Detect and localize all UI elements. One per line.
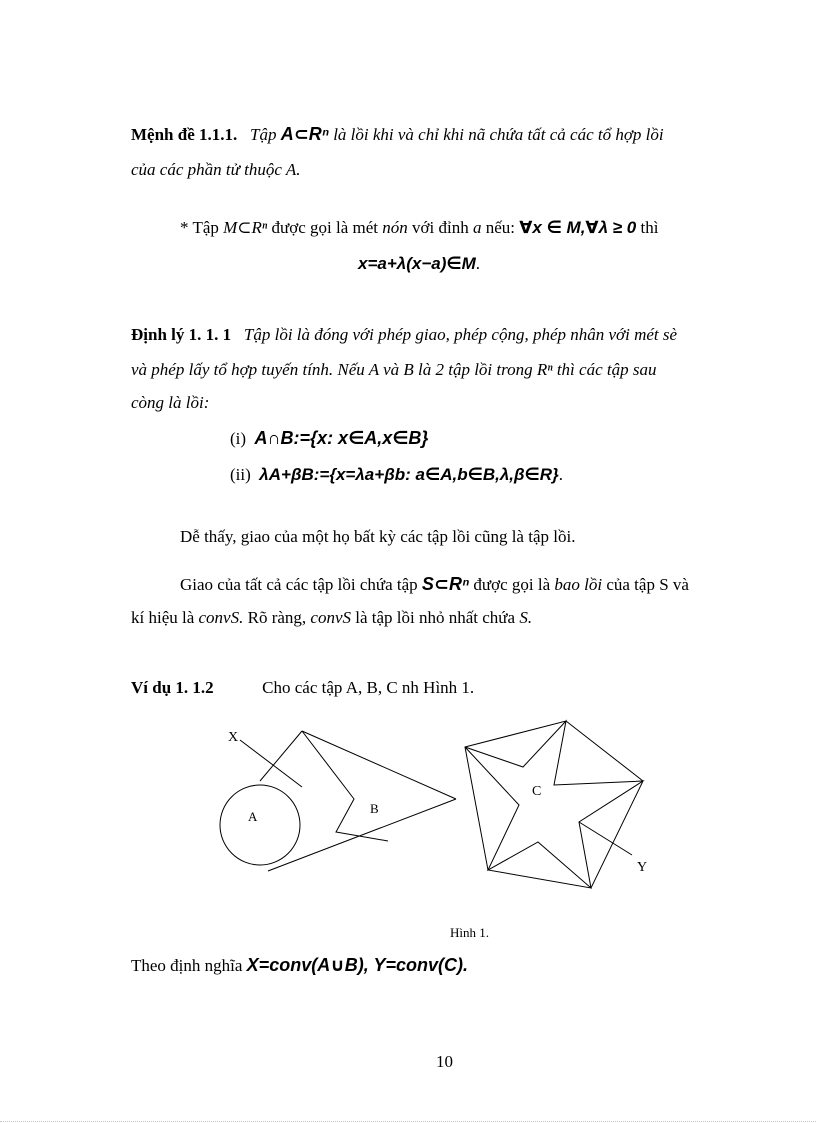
hull-text-f: là tập lồi nhỏ nhất chứa — [355, 608, 516, 627]
item-ii-label: (ii) — [230, 465, 251, 484]
proposition-text-b: là lồi khi và chỉ khi nã chứa tất cả các tổ hợp lồi — [333, 125, 664, 144]
star-C — [465, 721, 643, 888]
cone-text-c: với đỉnh — [412, 218, 469, 237]
cone-set-M: M⊂Rⁿ — [223, 218, 268, 237]
hull-math: S⊂Rⁿ — [421, 574, 470, 594]
cone-text-d: nếu: — [485, 218, 515, 237]
theorem-line-2: và phép lấy tổ hợp tuyến tính. Nếu A và B là 2 tập lồi trong Rⁿ thì các tập sau — [131, 360, 657, 379]
cone-definition-line-1 — [180, 218, 658, 238]
figure-label-B: B — [370, 801, 379, 816]
conclusion-text: Theo định nghĩa — [131, 956, 243, 975]
theorem-item-i — [230, 428, 428, 449]
paragraph-convex-hull-line-2 — [131, 608, 532, 628]
paragraph-intersection: Dễ thấy, giao của một họ bất kỳ các tập lồi cũng là tập lồi. — [180, 527, 576, 546]
hull-text-a: Giao của tất cả các tập lồi chứa tập — [180, 575, 418, 594]
pointer-Y — [579, 822, 632, 855]
shape-B — [260, 732, 389, 865]
page-number: 10 — [436, 1052, 453, 1071]
hull-conv-1: convS. — [198, 608, 244, 627]
theorem-label: Định lý 1. 1. 1 — [131, 325, 232, 344]
proposition-line-2: của các phần tử thuộc A. — [131, 160, 301, 179]
figure-label-C: C — [532, 784, 542, 799]
bottom-dotted-rule — [0, 1121, 816, 1122]
circle-A — [220, 785, 300, 865]
hull-text-e: Rõ ràng, — [247, 608, 307, 627]
theorem-line-1 — [131, 325, 677, 345]
hull-term: bao lồi — [554, 575, 603, 594]
example-line — [131, 678, 474, 698]
figure-convex-sets — [200, 715, 680, 890]
theorem-line-3: còng là lồi: — [131, 393, 210, 412]
hull-text-d: kí hiệu là — [131, 608, 195, 627]
proposition-math: A⊂Rⁿ — [280, 124, 329, 144]
item-ii-end: . — [558, 465, 563, 484]
cone-text-b: được gọi là mét — [271, 218, 379, 237]
cone-text-a: * Tập — [180, 218, 219, 237]
cone-formula: x=a+λ(x−a)∈M — [358, 254, 476, 273]
hull-text-b: được gọi là — [473, 575, 551, 594]
hull-top-left-edge — [260, 731, 302, 781]
cone-term: nón — [382, 218, 408, 237]
item-i-math: A∩B:={x: x∈A,x∈B} — [254, 428, 429, 448]
figure-label-A: A — [248, 809, 258, 824]
hull-bottom-edge — [268, 799, 456, 871]
hull-conv-2: convS — [310, 608, 351, 627]
cone-formula-end: . — [475, 254, 481, 273]
shape-B-notch — [302, 731, 388, 841]
conclusion-math: X=conv(A∪B), Y=conv(C). — [246, 955, 468, 975]
proposition-text-a: Tập — [250, 125, 277, 144]
cone-text-thi: thì — [640, 218, 659, 237]
item-ii-math: λA+βB:={x=λa+βb: a∈A,b∈B,λ,β∈R} — [259, 465, 559, 484]
theorem-item-ii — [230, 465, 563, 485]
example-text: Cho các tập A, B, C nh Hình 1. — [262, 678, 475, 697]
item-i-label: (i) — [230, 429, 247, 448]
hull-text-c: của tập S và — [606, 575, 689, 594]
hull-set-s: S. — [519, 608, 533, 627]
cone-definition-line-2 — [358, 254, 480, 274]
conclusion-line — [131, 955, 468, 976]
cone-condition-math: ∀x ∈ M,∀λ ≥ 0 — [519, 218, 637, 237]
proposition-line-1 — [131, 124, 664, 145]
figure-label-Y: Y — [637, 860, 648, 875]
example-label: Ví dụ 1. 1.2 — [131, 678, 214, 697]
cone-vertex: a — [472, 218, 482, 237]
pointer-X — [240, 740, 302, 787]
figure-caption: Hình 1. — [450, 925, 489, 940]
proposition-label: Mệnh đề 1.1.1. — [131, 125, 238, 144]
paragraph-convex-hull-line-1 — [180, 574, 689, 595]
theorem-text-1: Tập lồi là đóng với phép giao, phép cộng, phép nhân với mét sè — [243, 325, 678, 344]
hull-top-edge — [302, 731, 456, 799]
figure-label-X: X — [228, 730, 239, 745]
